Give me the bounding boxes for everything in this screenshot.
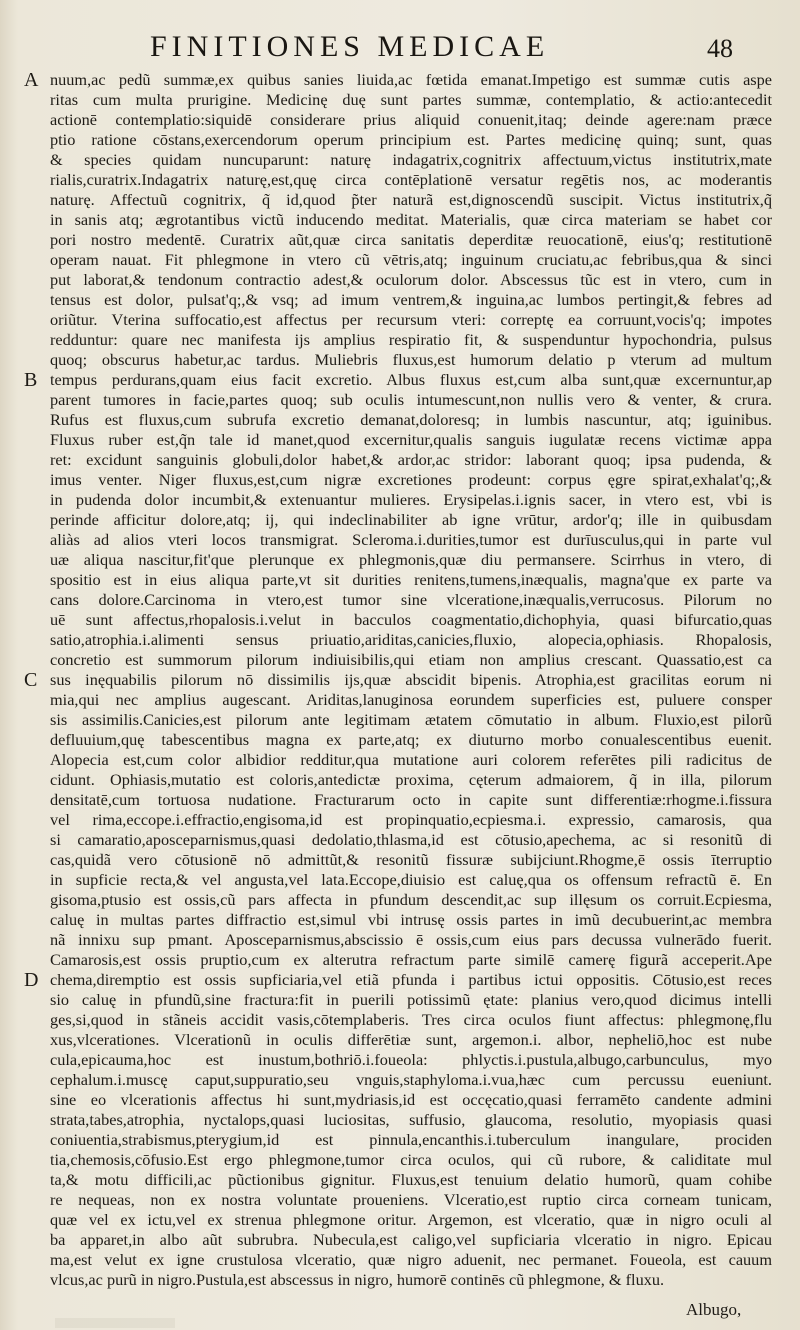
- text-line: vlcus,ac purũ in nigro.Pustula,est abscessus in nigro, humorē continēs cũ phlegmone, & fluxu.: [50, 1270, 665, 1289]
- text-line: chema,diremptio est ossis supficiaria,vel etiã pfunda i partibus ictui oppositis. Cōtusio,est reces: [50, 970, 772, 989]
- text-line: ptio ratione cōstans,exercendorum operum principium est. Partes medicinę quinq; sunt, quas: [50, 130, 772, 149]
- text-line: quoq; obscurus habetur,ac tardus. Muliebris fluxus,est humorum delatio p vterum ad multum: [50, 350, 772, 369]
- text-line: sine eo vlcerationis affectus hi sunt,mydriasis,id est occęcatio,quasi ferramēto candente admini: [50, 1090, 772, 1109]
- text-line: defluuium,quę tabescentibus magna ex parte,atq; ex diuturno morbo conualescentibus euenit.: [50, 730, 772, 749]
- text-line: actionē contemplatio:siquidē considerare prius aliquid conuenit,itaq; deinde agere:nam præce: [50, 110, 772, 129]
- text-line: perinde afficitur dolore,atq; ij, qui indeclinabiliter ab igne vrūtur, ardor'q; ille in quibusdam: [50, 510, 772, 529]
- text-line: spositio est in eius aliqua parte,vt sit durities renitens,tumens,inæqualis, magna'que ex parte va: [50, 570, 772, 589]
- text-line: in supficie recta,& vel angusta,vel lata.Eccope,diuisio est caluę,qua os offensum refractũ ē. En: [50, 870, 772, 889]
- text-line: imus venter. Niger fluxus,est,cum nigræ excretiones prodeunt: corpus ęgre spirat,exhalat'q;,&: [50, 470, 772, 489]
- text-line: densitatē,cum tortuosa nudatione. Fracturarum octo in capite sunt differentiæ:rhogme.i.fissura: [50, 790, 772, 809]
- text-line: ges,si,quod in stãneis accidit vasis,cōtemplaberis. Tres circa oculos fiunt affectus: phlegmonę,flu: [50, 1010, 772, 1029]
- text-line: & species quidam nuncuparunt: naturę indagatrix,cognitrix affectuum,victus institutrix,mate: [50, 150, 772, 169]
- text-line: sis assimilis.Canicies,est pilorum ante legitimam ætatem cōmutatio in album. Fluxio,est pilorũ: [50, 710, 772, 729]
- text-line: caluę in multas partes diffractio est,simul vbi intrusę ossis partes in imũ decubuerint,ac membra: [50, 910, 772, 929]
- text-line: coniuentia,strabismus,pterygium,id est pinnula,encanthis.i.tuberculum inangulare, prociden: [50, 1130, 772, 1149]
- text-line: pori nostro medentē. Curatrix aũt,quæ circa sanitatis deperditæ reuocationē, eius'q; restitutionē: [50, 230, 772, 249]
- text-line: put laborat,& tendonum contractio adest,& oculorum dolor. Abscessus tũc est in vtero, cum in: [50, 270, 772, 289]
- text-line: nuum,ac pedũ summæ,ex quibus sanies liuida,ac fœtida emanat.Impetigo est summæ cutis aspe: [50, 70, 772, 89]
- text-line: tempus perdurans,quam eius facit excretio. Albus fluxus est,cum alba sunt,quæ excernuntur,ap: [50, 370, 772, 389]
- text-line: ritas cum multa prurigine. Medicinę duę sunt partes summæ, contemplatio, & actio:antecedit: [50, 90, 772, 109]
- text-line: Rufus est fluxus,cum subrufa excretio demanat,doloresq; in lumbis nascuntur, atq; iguinibus.: [50, 410, 772, 429]
- running-title: FINITIONES MEDICAE: [150, 30, 550, 63]
- text-line: in pudenda dolor incumbit,& extenuantur mulieres. Erysipelas.i.ignis sacer, in vtero est, vbi is: [50, 490, 772, 509]
- margin-letter-a: A: [24, 69, 39, 91]
- catchword: Albugo,: [686, 1300, 742, 1319]
- body-text: [22, 70, 774, 1310]
- text-line: xus,vlcerationes. Vlcerationũ in oculis differētiæ sunt, argemon.i. albor, nepheliō,hoc est nube: [50, 1030, 772, 1049]
- text-line: cula,epicauma,hoc est inustum,bothriō.i.foueola: phlyctis.i.pustula,albugo,carbunculus, myo: [50, 1050, 772, 1069]
- text-line: oriũtur. Vterina suffocatio,est affectus per recursum vteri: correptę ea corruunt,vocis'q; impotes: [50, 310, 772, 329]
- text-line: concretio est summorum pilorum indiuisibilis,qui etiam non amplius crescant. Quassatio,est ca: [50, 650, 772, 669]
- text-line: Camarosis,est ossis pruptio,cum ex alterutra refractum parte similē camerę figurã acceperit.Ape: [50, 950, 772, 969]
- text-line: cephalum.i.muscę caput,suppuratio,seu vnguis,staphyloma.i.vua,hæc cum percussu eueniunt.: [50, 1070, 772, 1089]
- text-line: sus inęquabilis pilorum nō dissimilis ijs,quæ abscidit bipenis. Atrophia,est gracilitas eorum ni: [50, 670, 772, 689]
- text-line: ma,est velut ex igne crustulosa vlceratio, quæ nigro aduenit, nec permanet. Foueola, est cauum: [50, 1250, 772, 1269]
- page-number: 48: [707, 34, 733, 63]
- margin-letter-c: C: [24, 669, 38, 691]
- margin-letter-d: D: [24, 969, 39, 991]
- text-line: cans dolore.Carcinoma in vtero,est tumor sine vlceratione,inæqualis,verrucosus. Pilorum no: [50, 590, 772, 609]
- text-line: sio caluę in pfundũ,sine fractura:fit in puerili potissimũ ętate: planius vero,quod dicimus intelli: [50, 990, 772, 1009]
- page-header: [0, 30, 800, 70]
- page-stain: [55, 1318, 175, 1328]
- text-line: aliàs ad alios vteri locos transmigrat. Scleroma.i.durities,tumor est durīusculus,qui in parte vul: [50, 530, 772, 549]
- text-line: mia,qui nec amplius augescant. Ariditas,lanuginosa eorundem superficies est, puluere consper: [50, 690, 772, 709]
- margin-letter-b: B: [24, 369, 38, 391]
- text-line: nã innixu sup pmant. Aposceparnismus,abscissio ē ossis,cum eius pars decussa vulnerādo fuerit.: [50, 930, 772, 949]
- text-line: quæ vel ex ictu,vel ex strenua phlegmone oritur. Argemon, est vlceratio, quæ in nigro oculi al: [50, 1210, 772, 1229]
- text-line: strata,tabes,atrophia, nyctalops,quasi luciositas, suffusio, glaucoma, resolutio, myopiasis quasi: [50, 1110, 772, 1129]
- text-line: ta,& motu difficili,ac pũctionibus gignitur. Fluxus,est tenuium delatio humorũ, quam cohibe: [50, 1170, 772, 1189]
- text-line: parent tumores in facie,partes quoq; sub oculis intumescunt,non nullis vero & venter, & crura.: [50, 390, 772, 409]
- text-line: uē sunt affectus,rhopalosis.i.velut in bacculos coagmentatio,dichophyia, quasi bifurcatio,quas: [50, 610, 772, 629]
- text-line: cidunt. Ophiasis,mutatio est coloris,antedictæ proxima, cęterum admaiorem, q̃ in illa, pilorum: [50, 770, 772, 789]
- text-line: gisoma,ptusio est ossis,cũ pars affecta in pfundum descendit,ac sup illęsum os corruit.Ecpiesma,: [50, 890, 772, 909]
- text-line: tia,chemosis,cōfusio.Est ergo phlegmone,tumor circa oculos, qui cũ rubore, & caliditate mul: [50, 1150, 772, 1169]
- text-line: tensus est dolor, pulsat'q;,& vsq; ad imum ventrem,& inguina,ac lumbos pertingit,& febres ad: [50, 290, 772, 309]
- text-line: Alopecia est,cum color albidior redditur,qua mutatione auri colorem referētes pili radicitus de: [50, 750, 772, 769]
- text-line: ba apparet,in albo aũt subrubra. Nubecula,est caligo,vel supficiaria vlceratio in nigro. Epicau: [50, 1230, 772, 1249]
- text-line: Fluxus ruber est,q̃n tale id manet,quod excernitur,qualis sanguis iugulatæ recens victimæ appa: [50, 430, 772, 449]
- text-line: si camaratio,aposceparnismus,quasi dedolatio,thlasma,id est cōtusio,apechema, ac si resonitũ di: [50, 830, 772, 849]
- text-line: in sanis atq; ægrotantibus victũ inducendo meditat. Materialis, quæ circa materiam se habet cor: [50, 210, 772, 229]
- text-line: cas,quidã vero cōtusionē nō admittũt,& resonitũ fissuræ subijciunt.Rhogme,ē ossis īterruptio: [50, 850, 772, 869]
- text-line: redduntur: quare nec manifesta ijs amplius respiratio fit, & suspenduntur hypochondria, pulsus: [50, 330, 772, 349]
- text-line: re nequeas, non ex nostra voluntate proueniens. Vlceratio,est ruptio circa corneam tunicam,: [50, 1190, 772, 1209]
- text-line: uæ aliqua nascitur,fit'que plerunque ex phlegmonis,quæ diu permansere. Scirrhus in vtero, di: [50, 550, 772, 569]
- text-line: vel rima,eccope.i.effractio,engisoma,id est propinquatio,ecpiesma.i. expressio, camarosis, qua: [50, 810, 772, 829]
- text-line: rialis,curatrix.Indagatrix naturę,est,quę circa contēplationē versatur regētis nos, ac moderantis: [50, 170, 772, 189]
- text-line: ret: excidunt sanguinis globuli,dolor habet,& ardor,ac stridor: laborant quoq; ipsa pudenda, &: [50, 450, 772, 469]
- text-line: naturę. Affectuũ cognitrix, q̃ id,quod p̃ter naturã est,dignoscendũ suscipit. Victus institutrix,q̃: [50, 190, 772, 209]
- text-line: operam nauat. Fit phlegmone in vtero cũ vētris,atq; inguinum cruciatu,ac febribus,qua & sinci: [50, 250, 772, 269]
- text-line: satio,atrophia.i.alimenti sensus priuatio,ariditas,canicies,fluxio, alopecia,ophiasis. Rhopalosis,: [50, 630, 772, 649]
